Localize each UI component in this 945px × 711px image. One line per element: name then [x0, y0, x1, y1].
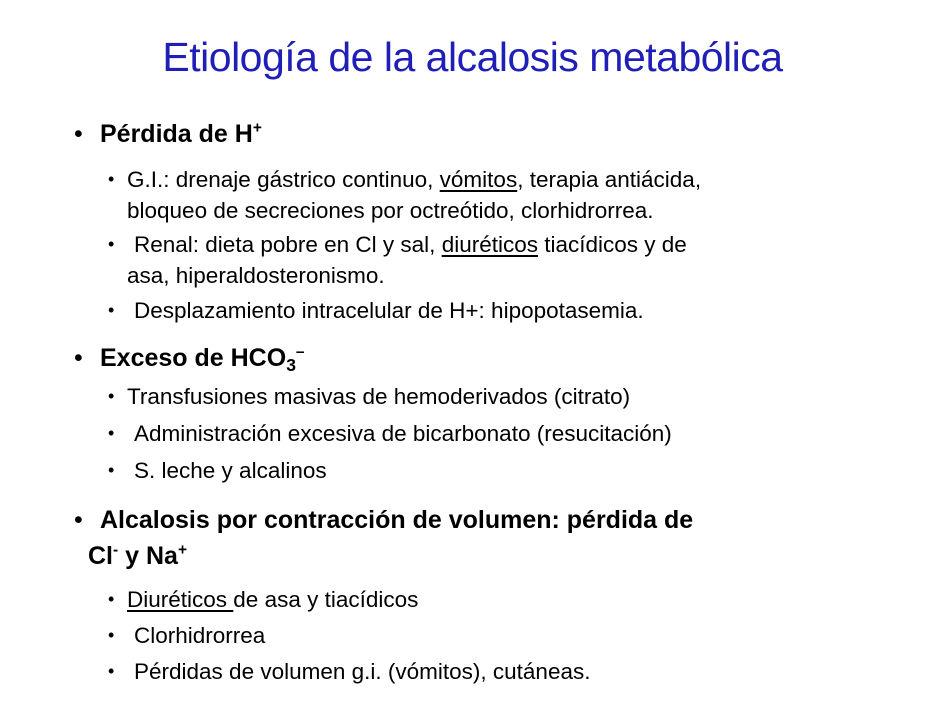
item-perdidas-volumen-text: Pérdidas de volumen g.i. (vómitos), cutáneas. — [134, 659, 591, 684]
item-diureticos-underlined: Diuréticos — [127, 587, 234, 612]
bullet-icon: • — [108, 625, 115, 645]
item-administracion — [108, 418, 908, 449]
superscript-plus: + — [252, 119, 262, 137]
superscript-na-plus: + — [177, 541, 187, 559]
bullet-icon: • — [108, 589, 115, 609]
item-desplazamiento-text: Desplazamiento intracelular de H+: hipopotasemia. — [134, 298, 644, 323]
item-gi — [108, 164, 908, 226]
heading-perdida-h: Pérdida de H — [100, 120, 253, 148]
item-transfusiones-text: Transfusiones masivas de hemoderivados (citrato) — [127, 384, 631, 409]
heading-cl: Cl — [88, 542, 113, 570]
item-diureticos — [108, 584, 908, 615]
heading-exceso-hco3: Exceso de HCO — [100, 344, 287, 372]
item-perdidas-volumen — [108, 656, 908, 687]
item-renal-pre: Renal: dieta pobre en Cl y sal, — [134, 232, 442, 257]
item-desplazamiento — [108, 295, 908, 326]
bullet-icon: • — [108, 460, 115, 480]
heading-y-na: y Na — [118, 542, 178, 570]
item-s-leche — [108, 455, 908, 486]
bullet-perdida-h — [74, 117, 262, 151]
item-gi-post: , terapia antiácida, — [517, 167, 702, 192]
item-clorhidrorrea-text: Clorhidrorrea — [134, 623, 266, 648]
bullet-icon: • — [108, 423, 115, 443]
bullet-icon: • — [74, 344, 83, 372]
bullet-icon: • — [74, 506, 83, 534]
item-gi-cont: bloqueo de secreciones por octreótido, clorhidrorrea. — [127, 198, 654, 223]
bullet-icon: • — [74, 120, 83, 148]
bullet-exceso-hco3 — [74, 341, 305, 375]
item-administracion-text: Administración excesiva de bicarbonato (resucitación) — [134, 421, 672, 446]
item-renal — [108, 229, 908, 291]
bullet-icon: • — [108, 169, 115, 189]
slide-title: Etiología de la alcalosis metabólica — [162, 34, 783, 80]
item-transfusiones — [108, 381, 908, 412]
heading-alcalosis-line1: Alcalosis por contracción de volumen: pérdida de — [100, 506, 694, 534]
superscript-minus: – — [295, 343, 305, 361]
item-renal-underlined: diuréticos — [441, 232, 538, 257]
bullet-icon: • — [108, 386, 115, 406]
item-gi-underlined: vómitos — [439, 167, 518, 192]
bullet-alcalosis-contraccion — [74, 502, 693, 574]
item-clorhidrorrea — [108, 620, 908, 651]
superscript-cl-minus: - — [113, 541, 119, 559]
item-diureticos-rest: de asa y tiacídicos — [233, 587, 419, 612]
item-gi-pre: G.I.: drenaje gástrico continuo, — [127, 167, 440, 192]
item-renal-post: tiacídicos y de — [537, 232, 687, 257]
bullet-icon: • — [108, 661, 115, 681]
subscript-3: 3 — [286, 354, 296, 375]
item-s-leche-text: S. leche y alcalinos — [134, 458, 327, 483]
bullet-icon: • — [108, 300, 115, 320]
item-renal-cont: asa, hiperaldosteronismo. — [127, 263, 385, 288]
bullet-icon: • — [108, 234, 115, 254]
